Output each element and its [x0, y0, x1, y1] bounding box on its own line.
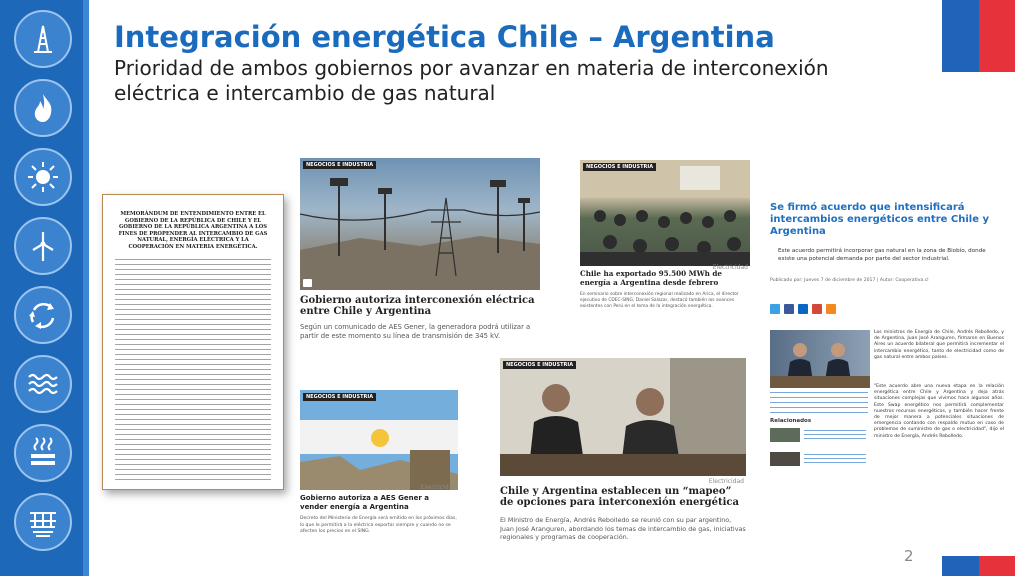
clipping-source: Electricidad — [712, 264, 748, 271]
flag-bottom-blue — [942, 556, 979, 576]
clipping-category: NEGOCIOS E INDUSTRIA — [303, 393, 376, 401]
argentina-flag-illustration — [300, 390, 458, 490]
clipping-body: El Ministro de Energía, Andrés Rebolledo se reunió con su par argentino, Juan José Aranguren, abordando los temas de intercambio de gas, iniciativas regionales y programas de cooperación. — [500, 516, 746, 541]
clipping-photo-argentina-flag — [300, 390, 458, 490]
news-clipping-exportacion — [580, 160, 750, 320]
cooperativa-lead: Este acuerdo permitirá incorporar gas natural en la zona de Biobío, donde existe una potencial demanda por parte del sector industrial. — [778, 248, 986, 262]
clipping-body: En seminario sobre interconexión regional realizado en Arica, el director ejecutivo de CDEC-SING, Daniel Salazar, destacó también los avances existentes con Perú en el tema de la integración energética. — [580, 292, 739, 309]
wind-turbine-icon — [14, 217, 72, 275]
clipping-headline: Gobierno autoriza interconexión eléctrica entre Chile y Argentina — [300, 295, 535, 317]
cooperativa-photo — [770, 330, 870, 388]
memo-heading: MEMORÁNDUM DE ENTENDIMIENTO ENTRE EL GOBIERNO DE LA REPÚBLICA DE CHILE Y EL GOBIERNO DE LA REPÚBLICA ARGENTINA A LOS FINES DE PROPENDER AL INTERCAMBIO DE GAS NATURAL, ENERGÍA ELÉCTRICA Y LA COOPERACIÓN EN MATERIA ENERGÉTICA. — [118, 211, 268, 250]
related-item[interactable] — [770, 452, 868, 466]
flag-red-block — [979, 0, 1015, 72]
related-item[interactable] — [770, 428, 868, 442]
googleplus-icon[interactable] — [812, 304, 822, 314]
memo-body-lines — [115, 259, 271, 483]
clipping-body: Según un comunicado de AES Gener, la generadora podrá utilizar a partir de este momento su línea de transmisión de 345 kV. — [300, 323, 531, 340]
sidebar — [0, 0, 89, 576]
clipping-source: Electricidad — [420, 484, 456, 491]
cooperativa-headline: Se firmó acuerdo que intensificará intercambios energéticos entre Chile y Argentina — [770, 202, 989, 237]
power-tower-illustration — [300, 158, 540, 290]
flag-bottom-red — [979, 556, 1015, 576]
memo-document — [102, 194, 284, 490]
flame-icon — [14, 79, 72, 137]
clipping-photo-power-lines — [300, 158, 540, 290]
news-clipping-cooperativa — [768, 200, 1006, 476]
share-buttons — [770, 304, 836, 314]
news-clipping-mapeo — [500, 358, 746, 544]
clipping-source: Electricidad — [708, 478, 744, 485]
cooperativa-body: Los ministros de Energía de Chile, Andrés Rebolledo, y de Argentina, Juan José Aranguren, firmaron en Buenos Aires un acuerdo bilateral que permitirá incrementar el intercambio energético, tanto de electricidad como de gas natural entre ambos países. — [874, 330, 1004, 360]
sun-icon — [14, 148, 72, 206]
signing-illustration — [770, 330, 870, 388]
news-clipping-aes-gener — [300, 390, 458, 540]
news-clipping-interconexion — [300, 158, 540, 346]
oil-rig-icon — [14, 10, 72, 68]
cooperativa-related-label: Relacionados — [770, 418, 812, 424]
recycle-icon — [14, 286, 72, 344]
clipping-photo-seminar — [580, 160, 750, 266]
clipping-headline: Chile y Argentina establecen un “mapeo” de opciones para interconexión energética — [500, 486, 739, 508]
email-icon[interactable] — [826, 304, 836, 314]
related-text-lines — [804, 454, 866, 464]
clipping-headline: Chile ha exportado 95.500 MWh de energía a Argentina desde febrero — [580, 269, 722, 287]
clipping-category: NEGOCIOS E INDUSTRIA — [583, 163, 656, 171]
linkedin-icon[interactable] — [798, 304, 808, 314]
clipping-photo-ministers — [500, 358, 746, 476]
page-number: 2 — [904, 547, 914, 565]
clipping-category: NEGOCIOS E INDUSTRIA — [503, 361, 576, 369]
cooperativa-quote: "Este acuerdo abre una nueva etapa en la relación energética entre Chile y Argentina y deja atrás situaciones complejas que vivimos hace algunos años. Este Swap energético nos permitirá complementar nuestros recursos energéticos, y también hacer frente de mejor manera a potenciales situaciones de emergencia contando con respaldo mutuo en caso de problemas de suministro de gas o electricidad", dijo el ministro de Energía, Andrés Rebolledo. — [874, 384, 1004, 439]
twitter-icon[interactable] — [770, 304, 780, 314]
clipping-headline: Gobierno autoriza a AES Gener a vender energía a Argentina — [300, 494, 430, 511]
related-thumbnail — [770, 452, 800, 466]
related-thumbnail — [770, 428, 800, 442]
cooperativa-body-lines — [770, 392, 868, 414]
photo-icon — [303, 279, 312, 287]
power-grid-icon — [14, 493, 72, 551]
seminar-audience-illustration — [580, 160, 750, 266]
geothermal-icon — [14, 424, 72, 482]
ministers-meeting-illustration — [500, 358, 746, 476]
sidebar-stripe — [83, 0, 89, 576]
slide-subtitle: Prioridad de ambos gobiernos por avanzar en materia de interconexión eléctrica e intercambio de gas natural — [114, 56, 829, 105]
water-waves-icon — [14, 355, 72, 413]
flag-blue-block — [942, 0, 979, 72]
clipping-body: Decreto del Ministerio de Energía será emitido en los próximos días, lo que le permitirá a la eléctrica exportar siempre y cuando no se afecten los precios en el SING. — [300, 516, 457, 534]
cooperativa-published: Publicado por: Jueves 7 de diciembre de 2017 | Autor: Cooperativa.cl — [770, 278, 929, 283]
clipping-category: NEGOCIOS E INDUSTRIA — [303, 161, 376, 169]
related-text-lines — [804, 430, 866, 440]
slide-title: Integración energética Chile – Argentina — [114, 20, 775, 54]
facebook-icon[interactable] — [784, 304, 794, 314]
